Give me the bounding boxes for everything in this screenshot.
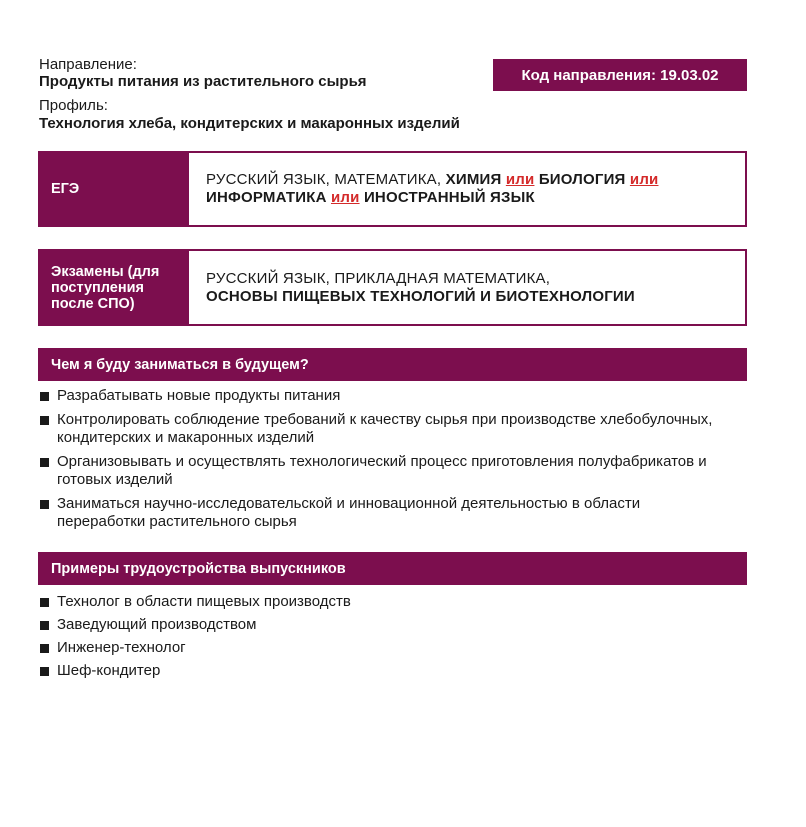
list-item: [40, 593, 720, 611]
or-connector: или: [505, 171, 535, 188]
ege-subject-biology: БИОЛОГИЯ: [538, 171, 626, 188]
list-item: [40, 453, 720, 489]
future-section-title: Чем я буду заниматься в будущем?: [38, 348, 747, 381]
direction-label: Направление:: [39, 56, 137, 73]
list-item: [40, 387, 720, 405]
list-item-text: Заведующий производством: [57, 616, 257, 633]
list-item: [40, 411, 720, 447]
profile-value: Технология хлеба, кондитерских и макаронных изделий: [39, 115, 460, 132]
ege-subject-chemistry: ХИМИЯ: [445, 171, 502, 188]
ege-plain-subjects: РУССКИЙ ЯЗЫК, МАТЕМАТИКА,: [206, 171, 446, 188]
ege-title: ЕГЭ: [40, 153, 189, 225]
spo-subjects: [189, 251, 745, 324]
profile-label: Профиль:: [39, 97, 108, 114]
square-bullet-icon: [40, 458, 49, 467]
list-item-text: Организовывать и осуществлять технологический процесс приготовления полуфабрикатов и готовых изделий: [57, 453, 707, 488]
ege-exams-box: [38, 151, 747, 227]
direction-code-badge: Код направления: 19.03.02: [493, 59, 747, 91]
square-bullet-icon: [40, 644, 49, 653]
list-item: [40, 639, 720, 657]
jobs-list: [40, 593, 720, 685]
square-bullet-icon: [40, 667, 49, 676]
square-bullet-icon: [40, 621, 49, 630]
list-item-text: Заниматься научно-исследовательской и инновационной деятельностью в области переработки растительного сырья: [57, 495, 641, 530]
jobs-section-title: Примеры трудоустройства выпускников: [38, 552, 747, 585]
spo-title: Экзамены (для поступления после СПО): [40, 251, 189, 324]
list-item-text: Шеф-кондитер: [57, 662, 161, 679]
spo-line-2: ОСНОВЫ ПИЩЕВЫХ ТЕХНОЛОГИЙ И БИОТЕХНОЛОГИИ: [206, 287, 635, 305]
square-bullet-icon: [40, 416, 49, 425]
square-bullet-icon: [40, 598, 49, 607]
square-bullet-icon: [40, 392, 49, 401]
future-list: [40, 387, 720, 537]
list-item-text: Разрабатывать новые продукты питания: [57, 387, 341, 404]
ege-line-1: [206, 171, 731, 189]
direction-value: Продукты питания из растительного сырья: [39, 73, 367, 90]
ege-subjects: [189, 153, 745, 225]
list-item: [40, 495, 720, 531]
spo-line-1: РУССКИЙ ЯЗЫК, ПРИКЛАДНАЯ МАТЕМАТИКА,: [206, 269, 551, 287]
or-connector: или: [629, 171, 659, 188]
ege-subject-informatics: ИНФОРМАТИКА: [206, 189, 327, 206]
list-item: [40, 662, 720, 680]
list-item: [40, 616, 720, 634]
ege-line-2: [206, 189, 731, 207]
spo-exams-box: [38, 249, 747, 326]
ege-subject-foreign-language: ИНОСТРАННЫЙ ЯЗЫК: [363, 189, 535, 206]
list-item-text: Инженер-технолог: [57, 639, 186, 656]
list-item-text: Контролировать соблюдение требований к качеству сырья при производстве хлебобулочных, кондитерских и макаронных изделий: [57, 411, 713, 446]
list-item-text: Технолог в области пищевых производств: [57, 593, 351, 610]
or-connector: или: [330, 189, 360, 206]
square-bullet-icon: [40, 500, 49, 509]
